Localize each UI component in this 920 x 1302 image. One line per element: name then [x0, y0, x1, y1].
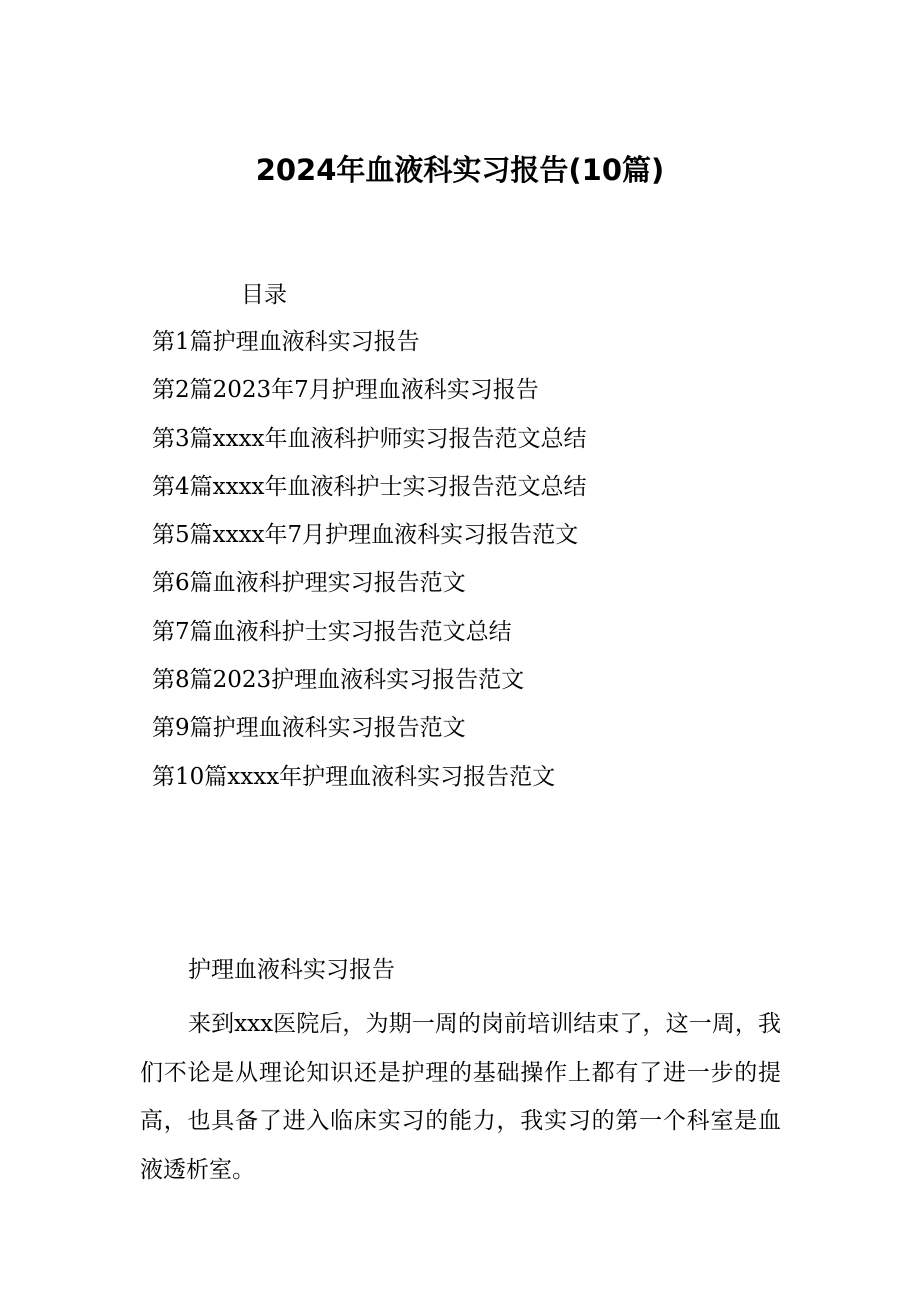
toc-item-6[interactable]: 第6篇血液科护理实习报告范文: [152, 570, 466, 597]
table-of-contents: [152, 325, 587, 808]
toc-item-8[interactable]: 第8篇2023护理血液科实习报告范文: [152, 667, 525, 694]
toc-heading: 目录: [241, 282, 287, 308]
body-paragraph: 来到xxx医院后，为期一周的岗前培训结束了，这一周，我们不论是从理论知识还是护理的基础操作上都有了进一步的提高，也具备了进入临床实习的能力，我实习的第一个科室是血液透析室。: [140, 1011, 781, 1183]
toc-item-7[interactable]: 第7篇血液科护士实习报告范文总结: [152, 618, 512, 645]
document-title: 2024年血液科实习报告(10篇): [255, 153, 665, 187]
toc-item-4[interactable]: 第4篇xxxx年血液科护士实习报告范文总结: [152, 473, 587, 500]
toc-item-3[interactable]: 第3篇xxxx年血液科护师实习报告范文总结: [152, 425, 587, 452]
toc-item-9[interactable]: 第9篇护理血液科实习报告范文: [152, 715, 466, 742]
toc-item-2[interactable]: 第2篇2023年7月护理血液科实习报告: [152, 377, 539, 404]
toc-item-1[interactable]: 第1篇护理血液科实习报告: [152, 329, 420, 355]
section-heading: 护理血液科实习报告: [188, 957, 395, 983]
toc-item-5[interactable]: 第5篇xxxx年7月护理血液科实习报告范文: [152, 522, 579, 549]
toc-item-10[interactable]: 第10篇xxxx年护理血液科实习报告范文: [152, 763, 556, 790]
